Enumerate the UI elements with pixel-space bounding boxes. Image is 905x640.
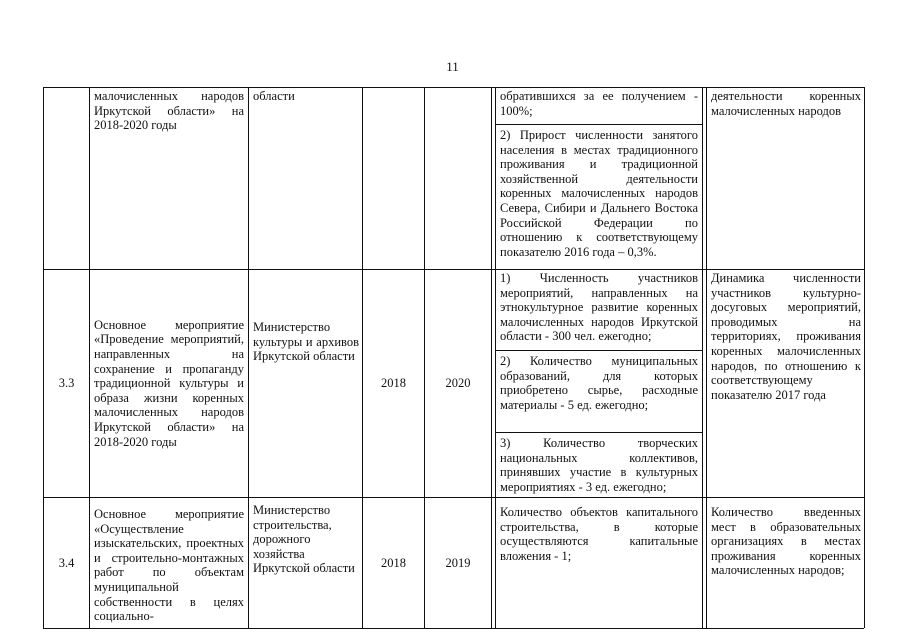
column-divider (89, 87, 90, 628)
end-year: 2019 (445, 555, 471, 570)
column-divider (495, 87, 496, 628)
executor-cell: Министерство культуры и архивов Иркутской области (253, 320, 359, 364)
indicator-cell: Количество объектов капитального строительства, в которые осуществляются капитальные вложения - 1; (500, 505, 698, 563)
column-divider (248, 87, 249, 628)
indicator-divider (495, 124, 702, 125)
column-divider (706, 87, 707, 628)
page-number: 11 (446, 59, 459, 74)
executor-cell: области (253, 89, 295, 103)
indicator-divider (495, 432, 702, 433)
measure-name-cell (94, 270, 244, 497)
indicator-cell: 2) Прирост численности занятого населения в местах традиционного проживания и традиционной хозяйственной деятельности коренных малочисленных народов Севера, Сибири и Дальнего Востока Российской Федерации по отношению к соответствующему показателю 2016 года – 0,3%. (500, 128, 698, 259)
result-cell: деятельности коренных малочисленных народов (711, 89, 861, 118)
indicator-cell: обратившихся за ее получением - 100%; (500, 89, 698, 118)
measure-name-cell: малочисленных народов Иркутской области» на 2018-2020 годы (94, 89, 244, 133)
item-number: 3.3 (58, 376, 75, 391)
indicator-cell: 2) Количество муниципальных образований, для которых приобретено сырье, расходные материалы - 5 ед. ежегодно; (500, 354, 698, 412)
measure-name-cell: Основное мероприятие «Осуществление изыскательских, проектных и строительно-монтажных работ по объектам муниципальной собственности в целях социально- (94, 507, 244, 624)
end-year: 2020 (445, 376, 471, 391)
table-border-right (864, 87, 865, 628)
table-border-bottom (43, 628, 864, 629)
start-year: 2018 (381, 555, 406, 570)
executor-cell: Министерство строительства, дорожного хозяйства Иркутской области (253, 503, 355, 576)
indicator-cell: 1) Численность участников мероприятий, направленных на этнокультурное развитие коренных малочисленных народов Иркутской области - 300 чел. ежегодно; (500, 271, 698, 344)
item-number: 3.4 (58, 555, 75, 570)
column-divider (491, 87, 492, 628)
start-year: 2018 (381, 376, 406, 391)
result-cell: Динамика численности участников культурно-досуговых мероприятий, проводимых на территориях, проживания коренных малочисленных народов, по отношению к соответствующему показателю 2017 года (711, 271, 861, 402)
indicator-cell: 3) Количество творческих национальных коллективов, принявших участие в культурных мероприятиях - 3 ед. ежегодно; (500, 436, 698, 494)
indicator-divider (495, 350, 702, 351)
result-cell: Количество введенных мест в образовательных организациях в местах проживания коренных малочисленных народов; (711, 505, 861, 578)
table-border-top (43, 87, 864, 88)
measure-name-text: Основное мероприятие «Проведение мероприятий, направленных на сохранение и пропаганду традиционной культуры и образа жизни коренных малочисленных народов Иркутской области» на 2018-2020 годы (94, 317, 244, 449)
column-divider (702, 87, 703, 628)
